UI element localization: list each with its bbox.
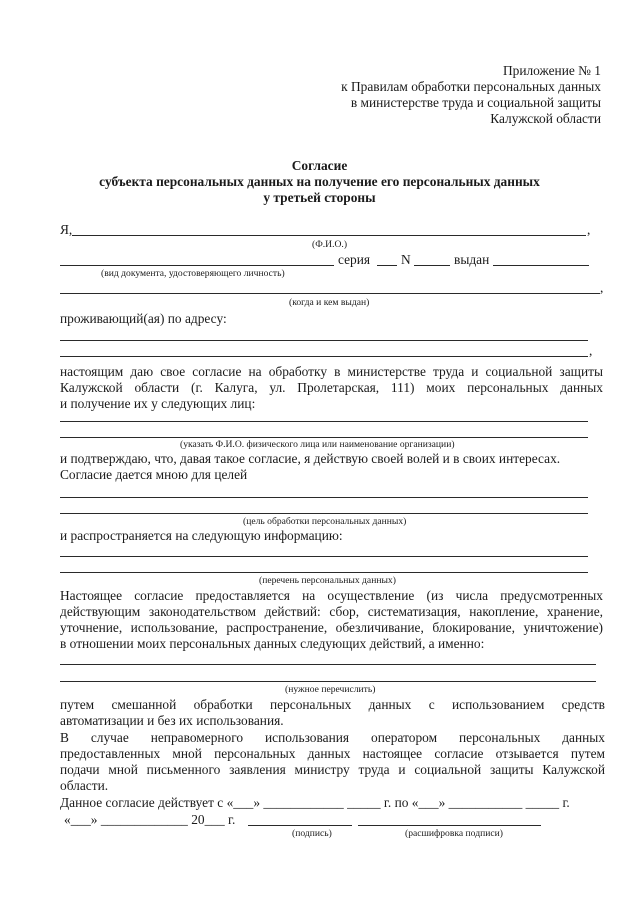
consent-line-3: и получение их у следующих лиц: — [60, 396, 256, 411]
persons-line-1 — [60, 421, 588, 422]
document-caption: (вид документа, удостоверяющего личность) — [101, 268, 285, 279]
address-line-1 — [60, 340, 588, 341]
seria-label: серия — [338, 252, 371, 267]
seria-line — [377, 265, 397, 266]
misuse-line-3: подачи мной письменного заявления министру труда и социальной защиты Калужской — [60, 762, 605, 777]
actions-line-1: Настоящее согласие предоставляется на осуществление (из числа предусмотренных — [60, 588, 603, 603]
address-comma: , — [589, 343, 593, 358]
address-label: проживающий(ая) по адресу: — [60, 311, 227, 326]
title-consent: Согласие — [291, 158, 348, 173]
consent-line-1: настоящим даю свое согласие на обработку в министерстве труда и социальной защиты — [60, 364, 603, 379]
purpose-line-1 — [60, 497, 588, 498]
persons-line-2 — [60, 437, 588, 438]
misuse-line-4: области. — [60, 778, 109, 793]
info-line-1 — [60, 556, 588, 557]
actions-line-3: уточнение, использование, распространение, обезличивание, блокирование, уничтожение) — [60, 620, 603, 635]
decode-line — [358, 825, 541, 826]
appendix-rules: к Правилам обработки персональных данных — [341, 79, 601, 94]
appendix-ministry: в министерстве труда и социальной защиты — [350, 95, 601, 110]
issued-comma: , — [600, 280, 604, 295]
actions-line-4: в отношении моих персональных данных следующих действий, а именно: — [60, 636, 485, 651]
document-line — [60, 265, 334, 266]
valid-period: Данное согласие действует с «___» ____________ _____ г. по «___» ___________ _____ г. — [60, 795, 570, 810]
address-line-2 — [60, 356, 588, 357]
misuse-line-1: В случае неправомерного использования оператором персональных данных — [60, 730, 605, 745]
issued-line — [60, 293, 600, 294]
consent-line-2: Калужской области (г. Калуга, ул. Пролетарская, 111) моих персональных данных — [60, 380, 603, 395]
ya-label: Я, — [60, 222, 73, 237]
confirm-text: и подтверждаю, что, давая такое согласие, я действую своей волей и в своих интересах. — [60, 451, 561, 466]
title-third-party: у третьей стороны — [263, 190, 376, 205]
needed-caption: (нужное перечислить) — [285, 684, 376, 695]
fio-comma: , — [587, 222, 591, 237]
title-subject: субъекта персональных данных на получение его персональных данных — [99, 174, 540, 189]
fio-caption: (Ф.И.О.) — [312, 239, 348, 250]
purpose-intro: Согласие дается мною для целей — [60, 467, 248, 482]
info-caption: (перечень персональных данных) — [259, 575, 396, 586]
signature-line — [248, 825, 352, 826]
method-line-2: автоматизации и без их использования. — [60, 713, 284, 728]
info-line-2 — [60, 572, 588, 573]
persons-caption: (указать Ф.И.О. физического лица или наименование организации) — [180, 439, 455, 450]
actions-line-2: действующим законодательством действий: сбор, систематизация, накопление, хранение, — [60, 604, 603, 619]
appendix-number: Приложение № 1 — [502, 63, 601, 78]
info-intro: и распространяется на следующую информацию: — [60, 528, 343, 543]
number-label: N — [401, 252, 411, 267]
vydan-line — [493, 265, 589, 266]
decode-caption: (расшифровка подписи) — [405, 828, 503, 839]
misuse-line-2: предоставленных мной персональных данных настоящее согласие отзывается путем — [60, 746, 605, 761]
purpose-line-2 — [60, 513, 588, 514]
vydan-label: выдан — [454, 252, 490, 267]
needed-line-1 — [60, 664, 596, 665]
signature-caption: (подпись) — [292, 828, 332, 839]
appendix-region: Калужской области — [490, 111, 601, 126]
fio-line — [72, 235, 586, 236]
needed-line-2 — [60, 681, 596, 682]
sign-date: «___» _____________ 20___ г. — [64, 812, 236, 827]
method-line-1: путем смешанной обработки персональных данных с использованием средств — [60, 697, 605, 712]
number-line — [414, 265, 450, 266]
issued-caption: (когда и кем выдан) — [289, 297, 370, 308]
purpose-caption: (цель обработки персональных данных) — [243, 516, 407, 527]
